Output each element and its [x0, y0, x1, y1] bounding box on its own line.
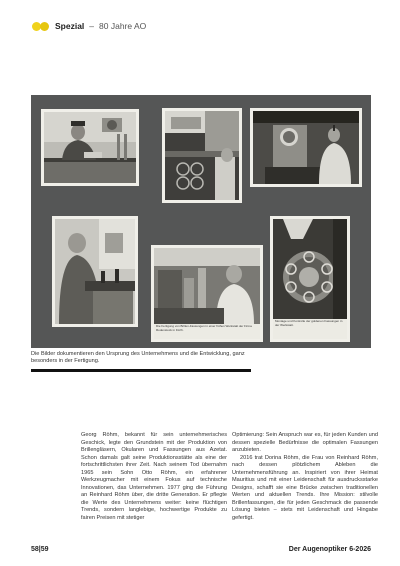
archive-photo-1 [41, 109, 139, 186]
section-header [32, 19, 146, 33]
caption-rule [31, 369, 251, 372]
text-column-left [81, 432, 227, 523]
section-label: Spezial [55, 21, 85, 31]
archive-photo-6 [270, 216, 350, 342]
magazine-issue: Der Augenoptiker 6-2026 [288, 546, 371, 553]
photo-5-caption: Die Fertigung von Brillen-Fassungen in einer frühen Werkstatt der Firma Rodenstock in Fürth. [154, 324, 260, 339]
paragraph: 2016 trat Dorina Röhm, die Frau von Reinhard Röhm, nach dessen plötzlichem Ableben die Unternehmensführung an. Inspiriert von ihrer Heimat Mauritius und mit einer Leidenschaft für ausdrucksstarke Designs, schafft sie eine Brücke zwischen traditionellen Werten und aktuellen Trends. Ihre Mission: stilvolle Brillenfassungen, die für jeden Geschmack die passende Lösung bieten – stets mit Leidenschaft und Hingabe gefertigt. [232, 454, 378, 522]
ao-logo [32, 22, 50, 31]
page-numbers: 58|59 [31, 546, 49, 553]
paragraph: Georg Röhm, bekannt für sein unternehmerisches Geschick, legte den Grundstein mit der Produktion von Brillengläsern, Okularen und Fassungen aus Azetat. Schon damals galt seine Produktionsstätte als eine der fortschrittlichsten ihrer Zeit. Nach seinem Tod übernahm 1965 sein Sohn Otto Röhm, ein erfahrener Werkzeugmacher mit einem Fokus auf technische Innovationen, das Unternehmen. 1977 ging die Führung an Reinhard Röhm über, die dritte Generation. Er pflegte die Werte des Unternehmens weiter: keine flüchtigen Trends, sondern langlebige, hochwertige Produkte zu fairen Preisen mit stetiger [81, 432, 227, 522]
photo-board [31, 95, 371, 348]
archive-photo-5 [151, 245, 263, 342]
paragraph: Optimierung: Sein Anspruch war es, für jeden Kunden und dessen spezielle Bedürfnisse die optimalen Fassungen anzubieten. [232, 432, 378, 454]
archive-photo-4 [52, 216, 138, 327]
archive-photo-3 [250, 108, 362, 187]
archive-photo-2 [162, 108, 242, 203]
section-topic: 80 Jahre AO [99, 21, 147, 31]
figure-caption: Die Bilder dokumentieren den Ursprung des Unternehmens und die Entwicklung, ganz besonders in der Fertigung. [31, 351, 245, 365]
photo-6-caption: Montage und Kontrolle der goldenen Fassungen in der Werkstatt. [273, 319, 347, 339]
text-column-right [232, 432, 378, 523]
section-separator: – [89, 21, 95, 31]
